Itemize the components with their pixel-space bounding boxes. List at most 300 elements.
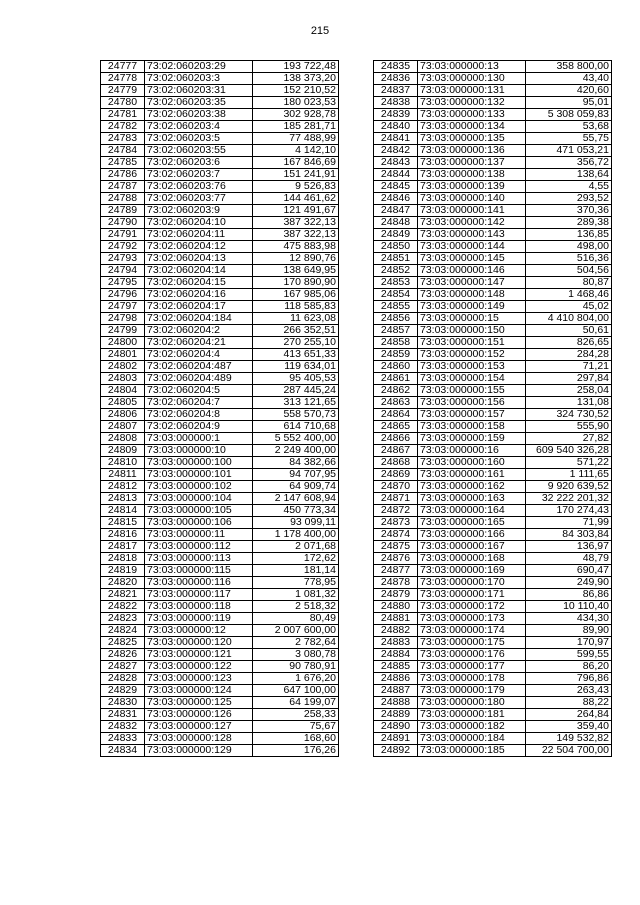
cadastral-number-cell: 73:03:000000:104 (145, 493, 253, 505)
table-row (101, 145, 339, 157)
table-row (101, 601, 339, 613)
table-row (374, 661, 612, 673)
value-cell: 4 142,10 (253, 145, 339, 157)
cadastral-number-cell: 73:03:000000:175 (418, 637, 526, 649)
cadastral-number-cell: 73:03:000000:150 (418, 325, 526, 337)
value-cell: 1 111,65 (526, 469, 612, 481)
value-cell: 297,84 (526, 373, 612, 385)
value-cell: 5 552 400,00 (253, 433, 339, 445)
table-row (374, 385, 612, 397)
value-cell: 1 468,46 (526, 289, 612, 301)
cadastral-number-cell: 73:02:060203:4 (145, 121, 253, 133)
row-number-cell: 24791 (101, 229, 145, 241)
table-row (374, 565, 612, 577)
row-number-cell: 24819 (101, 565, 145, 577)
value-cell: 387 322,13 (253, 217, 339, 229)
value-cell: 144 461,62 (253, 193, 339, 205)
value-cell: 420,60 (526, 85, 612, 97)
value-cell: 167 985,06 (253, 289, 339, 301)
cadastral-number-cell: 73:02:060203:6 (145, 157, 253, 169)
row-number-cell: 24886 (374, 673, 418, 685)
value-cell: 1 676,20 (253, 673, 339, 685)
value-cell: 614 710,68 (253, 421, 339, 433)
cadastral-number-cell: 73:03:000000:176 (418, 649, 526, 661)
value-cell: 185 281,71 (253, 121, 339, 133)
table-row (101, 157, 339, 169)
cadastral-number-cell: 73:03:000000:10 (145, 445, 253, 457)
cadastral-number-cell: 73:03:000000:161 (418, 469, 526, 481)
table-row (374, 493, 612, 505)
row-number-cell: 24892 (374, 745, 418, 757)
cadastral-number-cell: 73:02:060203:55 (145, 145, 253, 157)
row-number-cell: 24797 (101, 301, 145, 313)
table-row (101, 457, 339, 469)
cadastral-number-cell: 73:03:000000:181 (418, 709, 526, 721)
row-number-cell: 24796 (101, 289, 145, 301)
table-row (101, 97, 339, 109)
value-cell: 289,38 (526, 217, 612, 229)
cadastral-number-cell: 73:02:060204:16 (145, 289, 253, 301)
row-number-cell: 24786 (101, 169, 145, 181)
row-number-cell: 24815 (101, 517, 145, 529)
value-cell: 176,26 (253, 745, 339, 757)
row-number-cell: 24854 (374, 289, 418, 301)
value-cell: 324 730,52 (526, 409, 612, 421)
row-number-cell: 24857 (374, 325, 418, 337)
table-row (101, 709, 339, 721)
value-cell: 71,99 (526, 517, 612, 529)
cadastral-number-cell: 73:03:000000:117 (145, 589, 253, 601)
cadastral-number-cell: 73:03:000000:13 (418, 61, 526, 73)
cadastral-number-cell: 73:03:000000:112 (145, 541, 253, 553)
table-row (101, 481, 339, 493)
value-cell: 9 920 639,52 (526, 481, 612, 493)
value-cell: 4 410 804,00 (526, 313, 612, 325)
cadastral-number-cell: 73:03:000000:120 (145, 637, 253, 649)
table-row (101, 565, 339, 577)
value-cell: 504,56 (526, 265, 612, 277)
value-cell: 12 890,76 (253, 253, 339, 265)
value-cell: 193 722,48 (253, 61, 339, 73)
cadastral-number-cell: 73:03:000000:125 (145, 697, 253, 709)
value-cell: 136,97 (526, 541, 612, 553)
cadastral-number-cell: 73:03:000000:122 (145, 661, 253, 673)
value-cell: 358 800,00 (526, 61, 612, 73)
table-row (374, 553, 612, 565)
value-cell: 95 405,53 (253, 373, 339, 385)
cadastral-number-cell: 73:03:000000:100 (145, 457, 253, 469)
value-cell: 71,21 (526, 361, 612, 373)
table-row (374, 193, 612, 205)
table-row (374, 181, 612, 193)
value-cell: 434,30 (526, 613, 612, 625)
row-number-cell: 24863 (374, 397, 418, 409)
value-cell: 270 255,10 (253, 337, 339, 349)
row-number-cell: 24885 (374, 661, 418, 673)
cadastral-number-cell: 73:03:000000:132 (418, 97, 526, 109)
row-number-cell: 24780 (101, 97, 145, 109)
value-cell: 77 488,99 (253, 133, 339, 145)
cadastral-number-cell: 73:02:060204:12 (145, 241, 253, 253)
table-row (374, 109, 612, 121)
row-number-cell: 24828 (101, 673, 145, 685)
table-row (374, 433, 612, 445)
value-cell: 2 071,68 (253, 541, 339, 553)
value-cell: 2 007 600,00 (253, 625, 339, 637)
table-row (374, 649, 612, 661)
table-row (374, 733, 612, 745)
value-cell: 138,64 (526, 169, 612, 181)
value-cell: 138 373,20 (253, 73, 339, 85)
value-cell: 2 518,32 (253, 601, 339, 613)
cadastral-number-cell: 73:03:000000:168 (418, 553, 526, 565)
table-row (374, 241, 612, 253)
table-row (101, 205, 339, 217)
value-cell: 172,62 (253, 553, 339, 565)
row-number-cell: 24890 (374, 721, 418, 733)
cadastral-number-cell: 73:03:000000:147 (418, 277, 526, 289)
cadastral-number-cell: 73:03:000000:177 (418, 661, 526, 673)
row-number-cell: 24800 (101, 337, 145, 349)
value-cell: 555,90 (526, 421, 612, 433)
cadastral-number-cell: 73:03:000000:154 (418, 373, 526, 385)
row-number-cell: 24808 (101, 433, 145, 445)
table-row (101, 229, 339, 241)
cadastral-number-cell: 73:03:000000:11 (145, 529, 253, 541)
value-cell: 2 249 400,00 (253, 445, 339, 457)
right-table (373, 60, 612, 757)
cadastral-number-cell: 73:03:000000:167 (418, 541, 526, 553)
table-row (374, 745, 612, 757)
row-number-cell: 24888 (374, 697, 418, 709)
table-row (101, 421, 339, 433)
table-row (101, 433, 339, 445)
cadastral-number-cell: 73:03:000000:159 (418, 433, 526, 445)
cadastral-number-cell: 73:03:000000:101 (145, 469, 253, 481)
cadastral-number-cell: 73:02:060203:7 (145, 169, 253, 181)
cadastral-number-cell: 73:03:000000:129 (145, 745, 253, 757)
value-cell: 118 585,83 (253, 301, 339, 313)
value-cell: 152 210,52 (253, 85, 339, 97)
row-number-cell: 24781 (101, 109, 145, 121)
cadastral-number-cell: 73:03:000000:142 (418, 217, 526, 229)
value-cell: 263,43 (526, 685, 612, 697)
row-number-cell: 24873 (374, 517, 418, 529)
value-cell: 90 780,91 (253, 661, 339, 673)
row-number-cell: 24789 (101, 205, 145, 217)
row-number-cell: 24879 (374, 589, 418, 601)
value-cell: 64 909,74 (253, 481, 339, 493)
row-number-cell: 24881 (374, 613, 418, 625)
row-number-cell: 24858 (374, 337, 418, 349)
cadastral-number-cell: 73:03:000000:137 (418, 157, 526, 169)
cadastral-number-cell: 73:03:000000:115 (145, 565, 253, 577)
cadastral-number-cell: 73:03:000000:116 (145, 577, 253, 589)
row-number-cell: 24837 (374, 85, 418, 97)
row-number-cell: 24852 (374, 265, 418, 277)
value-cell: 690,47 (526, 565, 612, 577)
row-number-cell: 24798 (101, 313, 145, 325)
row-number-cell: 24805 (101, 397, 145, 409)
cadastral-number-cell: 73:03:000000:157 (418, 409, 526, 421)
row-number-cell: 24864 (374, 409, 418, 421)
cadastral-number-cell: 73:02:060204:13 (145, 253, 253, 265)
left-table-body (101, 61, 339, 757)
table-row (101, 241, 339, 253)
row-number-cell: 24860 (374, 361, 418, 373)
row-number-cell: 24839 (374, 109, 418, 121)
cadastral-number-cell: 73:02:060203:29 (145, 61, 253, 73)
value-cell: 149 532,82 (526, 733, 612, 745)
row-number-cell: 24861 (374, 373, 418, 385)
cadastral-number-cell: 73:03:000000:143 (418, 229, 526, 241)
page-number: 215 (310, 25, 330, 37)
table-row (374, 85, 612, 97)
cadastral-number-cell: 73:03:000000:124 (145, 685, 253, 697)
table-row (101, 181, 339, 193)
value-cell: 647 100,00 (253, 685, 339, 697)
value-cell: 86,20 (526, 661, 612, 673)
row-number-cell: 24869 (374, 469, 418, 481)
value-cell: 293,52 (526, 193, 612, 205)
row-number-cell: 24810 (101, 457, 145, 469)
value-cell: 167 846,69 (253, 157, 339, 169)
row-number-cell: 24811 (101, 469, 145, 481)
row-number-cell: 24840 (374, 121, 418, 133)
value-cell: 170 274,43 (526, 505, 612, 517)
cadastral-number-cell: 73:02:060204:11 (145, 229, 253, 241)
value-cell: 94 707,95 (253, 469, 339, 481)
table-row (101, 685, 339, 697)
row-number-cell: 24818 (101, 553, 145, 565)
value-cell: 48,79 (526, 553, 612, 565)
row-number-cell: 24875 (374, 541, 418, 553)
value-cell: 121 491,67 (253, 205, 339, 217)
value-cell: 22 504 700,00 (526, 745, 612, 757)
value-cell: 1 081,32 (253, 589, 339, 601)
row-number-cell: 24783 (101, 133, 145, 145)
value-cell: 88,22 (526, 697, 612, 709)
value-cell: 5 308 059,83 (526, 109, 612, 121)
table-row (101, 553, 339, 565)
row-number-cell: 24801 (101, 349, 145, 361)
table-row (101, 589, 339, 601)
value-cell: 55,75 (526, 133, 612, 145)
value-cell: 170,97 (526, 637, 612, 649)
cadastral-number-cell: 73:03:000000:16 (418, 445, 526, 457)
table-row (374, 145, 612, 157)
cadastral-number-cell: 73:03:000000:126 (145, 709, 253, 721)
row-number-cell: 24782 (101, 121, 145, 133)
row-number-cell: 24889 (374, 709, 418, 721)
row-number-cell: 24876 (374, 553, 418, 565)
row-number-cell: 24891 (374, 733, 418, 745)
table-row (374, 709, 612, 721)
cadastral-number-cell: 73:03:000000:102 (145, 481, 253, 493)
value-cell: 475 883,98 (253, 241, 339, 253)
row-number-cell: 24824 (101, 625, 145, 637)
cadastral-number-cell: 73:02:060204:9 (145, 421, 253, 433)
table-row (101, 721, 339, 733)
cadastral-number-cell: 73:02:060204:4 (145, 349, 253, 361)
value-cell: 84 303,84 (526, 529, 612, 541)
table-row (101, 277, 339, 289)
value-cell: 1 178 400,00 (253, 529, 339, 541)
value-cell: 170 890,90 (253, 277, 339, 289)
cadastral-number-cell: 73:03:000000:123 (145, 673, 253, 685)
table-row (374, 217, 612, 229)
row-number-cell: 24806 (101, 409, 145, 421)
cadastral-number-cell: 73:03:000000:164 (418, 505, 526, 517)
cadastral-number-cell: 73:03:000000:160 (418, 457, 526, 469)
value-cell: 95,01 (526, 97, 612, 109)
table-row (374, 541, 612, 553)
table-row (101, 517, 339, 529)
value-cell: 287 445,24 (253, 385, 339, 397)
table-row (101, 217, 339, 229)
table-row (101, 529, 339, 541)
value-cell: 284,28 (526, 349, 612, 361)
value-cell: 3 080,78 (253, 649, 339, 661)
table-row (374, 265, 612, 277)
row-number-cell: 24833 (101, 733, 145, 745)
cadastral-number-cell: 73:03:000000:127 (145, 721, 253, 733)
row-number-cell: 24871 (374, 493, 418, 505)
table-row (374, 625, 612, 637)
value-cell: 558 570,73 (253, 409, 339, 421)
table-row (101, 361, 339, 373)
value-cell: 45,02 (526, 301, 612, 313)
row-number-cell: 24838 (374, 97, 418, 109)
table-row (374, 445, 612, 457)
cadastral-number-cell: 73:03:000000:145 (418, 253, 526, 265)
cadastral-number-cell: 73:03:000000:118 (145, 601, 253, 613)
value-cell: 86,86 (526, 589, 612, 601)
cadastral-number-cell: 73:03:000000:179 (418, 685, 526, 697)
cadastral-number-cell: 73:02:060204:21 (145, 337, 253, 349)
cadastral-number-cell: 73:03:000000:128 (145, 733, 253, 745)
table-row (101, 697, 339, 709)
value-cell: 266 352,51 (253, 325, 339, 337)
cadastral-number-cell: 73:02:060203:9 (145, 205, 253, 217)
table-row (374, 457, 612, 469)
cadastral-number-cell: 73:02:060204:2 (145, 325, 253, 337)
row-number-cell: 24868 (374, 457, 418, 469)
table-row (101, 325, 339, 337)
row-number-cell: 24820 (101, 577, 145, 589)
cadastral-number-cell: 73:03:000000:106 (145, 517, 253, 529)
cadastral-number-cell: 73:02:060204:5 (145, 385, 253, 397)
row-number-cell: 24844 (374, 169, 418, 181)
row-number-cell: 24865 (374, 421, 418, 433)
table-row (101, 109, 339, 121)
cadastral-number-cell: 73:02:060203:31 (145, 85, 253, 97)
row-number-cell: 24830 (101, 697, 145, 709)
cadastral-number-cell: 73:02:060204:7 (145, 397, 253, 409)
table-row (101, 673, 339, 685)
cadastral-number-cell: 73:03:000000:141 (418, 205, 526, 217)
value-cell: 181,14 (253, 565, 339, 577)
row-number-cell: 24845 (374, 181, 418, 193)
row-number-cell: 24882 (374, 625, 418, 637)
row-number-cell: 24795 (101, 277, 145, 289)
row-number-cell: 24870 (374, 481, 418, 493)
cadastral-number-cell: 73:03:000000:156 (418, 397, 526, 409)
table-row (101, 745, 339, 757)
row-number-cell: 24827 (101, 661, 145, 673)
row-number-cell: 24841 (374, 133, 418, 145)
value-cell: 826,65 (526, 337, 612, 349)
row-number-cell: 24822 (101, 601, 145, 613)
cadastral-number-cell: 73:02:060203:35 (145, 97, 253, 109)
cadastral-number-cell: 73:02:060203:76 (145, 181, 253, 193)
cadastral-number-cell: 73:03:000000:162 (418, 481, 526, 493)
table-row (374, 601, 612, 613)
table-row (101, 169, 339, 181)
table-row (101, 541, 339, 553)
table-row (101, 469, 339, 481)
table-row (101, 193, 339, 205)
value-cell: 302 928,78 (253, 109, 339, 121)
table-row (374, 157, 612, 169)
cadastral-number-cell: 73:03:000000:119 (145, 613, 253, 625)
table-row (374, 529, 612, 541)
row-number-cell: 24874 (374, 529, 418, 541)
cadastral-number-cell: 73:03:000000:170 (418, 577, 526, 589)
row-number-cell: 24804 (101, 385, 145, 397)
cadastral-number-cell: 73:03:000000:113 (145, 553, 253, 565)
table-row (101, 337, 339, 349)
value-cell: 599,55 (526, 649, 612, 661)
cadastral-number-cell: 73:03:000000:138 (418, 169, 526, 181)
table-row (101, 253, 339, 265)
table-row (374, 313, 612, 325)
row-number-cell: 24884 (374, 649, 418, 661)
table-row (374, 121, 612, 133)
table-row (101, 133, 339, 145)
cadastral-number-cell: 73:03:000000:169 (418, 565, 526, 577)
table-row (101, 577, 339, 589)
value-cell: 151 241,91 (253, 169, 339, 181)
value-cell: 168,60 (253, 733, 339, 745)
value-cell: 450 773,34 (253, 505, 339, 517)
value-cell: 43,40 (526, 73, 612, 85)
value-cell: 138 649,95 (253, 265, 339, 277)
table-row (374, 517, 612, 529)
table-row (374, 505, 612, 517)
cadastral-number-cell: 73:02:060204:14 (145, 265, 253, 277)
cadastral-number-cell: 73:03:000000:149 (418, 301, 526, 313)
row-number-cell: 24777 (101, 61, 145, 73)
cadastral-number-cell: 73:03:000000:171 (418, 589, 526, 601)
value-cell: 93 099,11 (253, 517, 339, 529)
cadastral-number-cell: 73:02:060204:489 (145, 373, 253, 385)
cadastral-number-cell: 73:03:000000:158 (418, 421, 526, 433)
value-cell: 180 023,53 (253, 97, 339, 109)
value-cell: 387 322,13 (253, 229, 339, 241)
row-number-cell: 24835 (374, 61, 418, 73)
cadastral-number-cell: 73:03:000000:133 (418, 109, 526, 121)
table-row (374, 229, 612, 241)
row-number-cell: 24855 (374, 301, 418, 313)
cadastral-number-cell: 73:03:000000:163 (418, 493, 526, 505)
table-row (101, 649, 339, 661)
table-row (374, 421, 612, 433)
table-row (374, 589, 612, 601)
table-row (374, 337, 612, 349)
value-cell: 10 110,40 (526, 601, 612, 613)
row-number-cell: 24878 (374, 577, 418, 589)
